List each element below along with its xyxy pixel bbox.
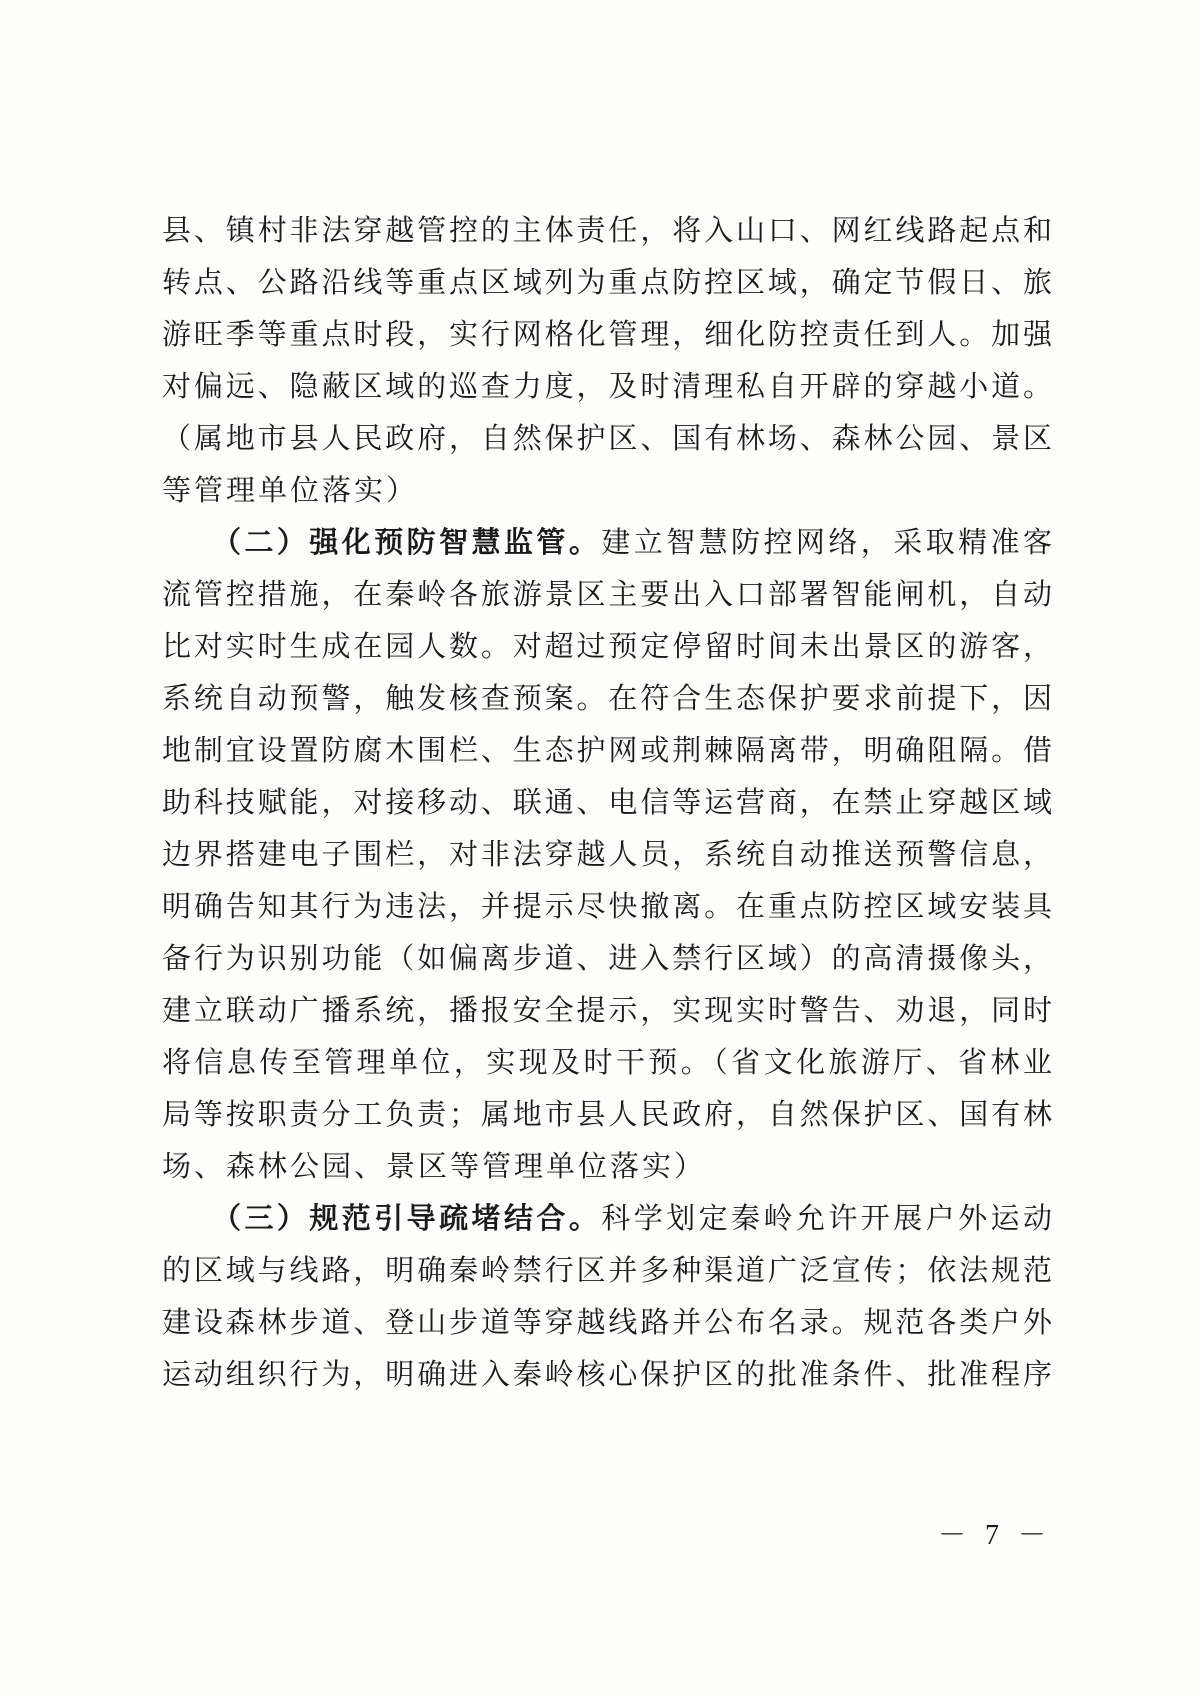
body-text-line: 地制宜设置防腐木围栏、生态护网或荆棘隔离带，明确阻隔。借 xyxy=(162,733,1052,767)
body-text-line: 等管理单位落实） xyxy=(162,473,419,507)
body-text-line: 建设森林步道、登山步道等穿越线路并公布名录。规范各类户外 xyxy=(162,1305,1052,1339)
body-text-line: 助科技赋能，对接移动、联通、电信等运营商，在禁止穿越区域 xyxy=(162,785,1052,819)
body-text-line: 建立联动广播系统，播报安全提示，实现实时警告、劝退，同时 xyxy=(162,993,1052,1027)
body-text-line: 将信息传至管理单位，实现及时干预。（省文化旅游厅、省林业 xyxy=(162,1045,1052,1079)
body-text-line: 的区域与线路，明确秦岭禁行区并多种渠道广泛宣传；依法规范 xyxy=(162,1253,1052,1287)
page-number: － 7 － xyxy=(937,1520,1052,1551)
body-text-line: 县、镇村非法穿越管控的主体责任，将入山口、网红线路起点和 xyxy=(162,213,1052,247)
body-text-line: 对偏远、隐蔽区域的巡查力度，及时清理私自开辟的穿越小道。 xyxy=(162,369,1052,403)
body-text-line: 系统自动预警，触发核查预案。在符合生态保护要求前提下，因 xyxy=(162,681,1052,715)
section-2-first-line xyxy=(212,520,1052,564)
body-text-line: 备行为识别功能（如偏离步道、进入禁行区域）的高清摄像头， xyxy=(162,941,1052,975)
section-3-text: 科学划定秦岭允许开展户外运动 xyxy=(601,1201,1052,1235)
body-text-line: 场、森林公园、景区等管理单位落实） xyxy=(162,1149,707,1183)
section-2-text: 建立智慧防控网络，采取精准客 xyxy=(601,525,1052,559)
body-text-line: 游旺季等重点时段，实行网格化管理，细化防控责任到人。加强 xyxy=(162,317,1052,351)
body-text-line: 比对实时生成在园人数。对超过预定停留时间未出景区的游客， xyxy=(162,629,1052,663)
body-text-line: （属地市县人民政府，自然保护区、国有林场、森林公园、景区 xyxy=(162,421,1052,455)
body-text-line: 明确告知其行为违法，并提示尽快撤离。在重点防控区域安装具 xyxy=(162,889,1052,923)
body-text-line: 转点、公路沿线等重点区域列为重点防控区域，确定节假日、旅 xyxy=(162,265,1052,299)
section-3-heading: （三）规范引导疏堵结合。 xyxy=(212,1201,602,1235)
section-2-heading: （二）强化预防智慧监管。 xyxy=(212,525,602,559)
body-text-line: 流管控措施，在秦岭各旅游景区主要出入口部署智能闸机，自动 xyxy=(162,577,1052,611)
body-text-line: 边界搭建电子围栏，对非法穿越人员，系统自动推送预警信息， xyxy=(162,837,1052,871)
body-text-line: 局等按职责分工负责；属地市县人民政府，自然保护区、国有林 xyxy=(162,1097,1052,1131)
section-3-first-line xyxy=(212,1196,1052,1240)
body-text-line: 运动组织行为，明确进入秦岭核心保护区的批准条件、批准程序 xyxy=(162,1357,1052,1391)
